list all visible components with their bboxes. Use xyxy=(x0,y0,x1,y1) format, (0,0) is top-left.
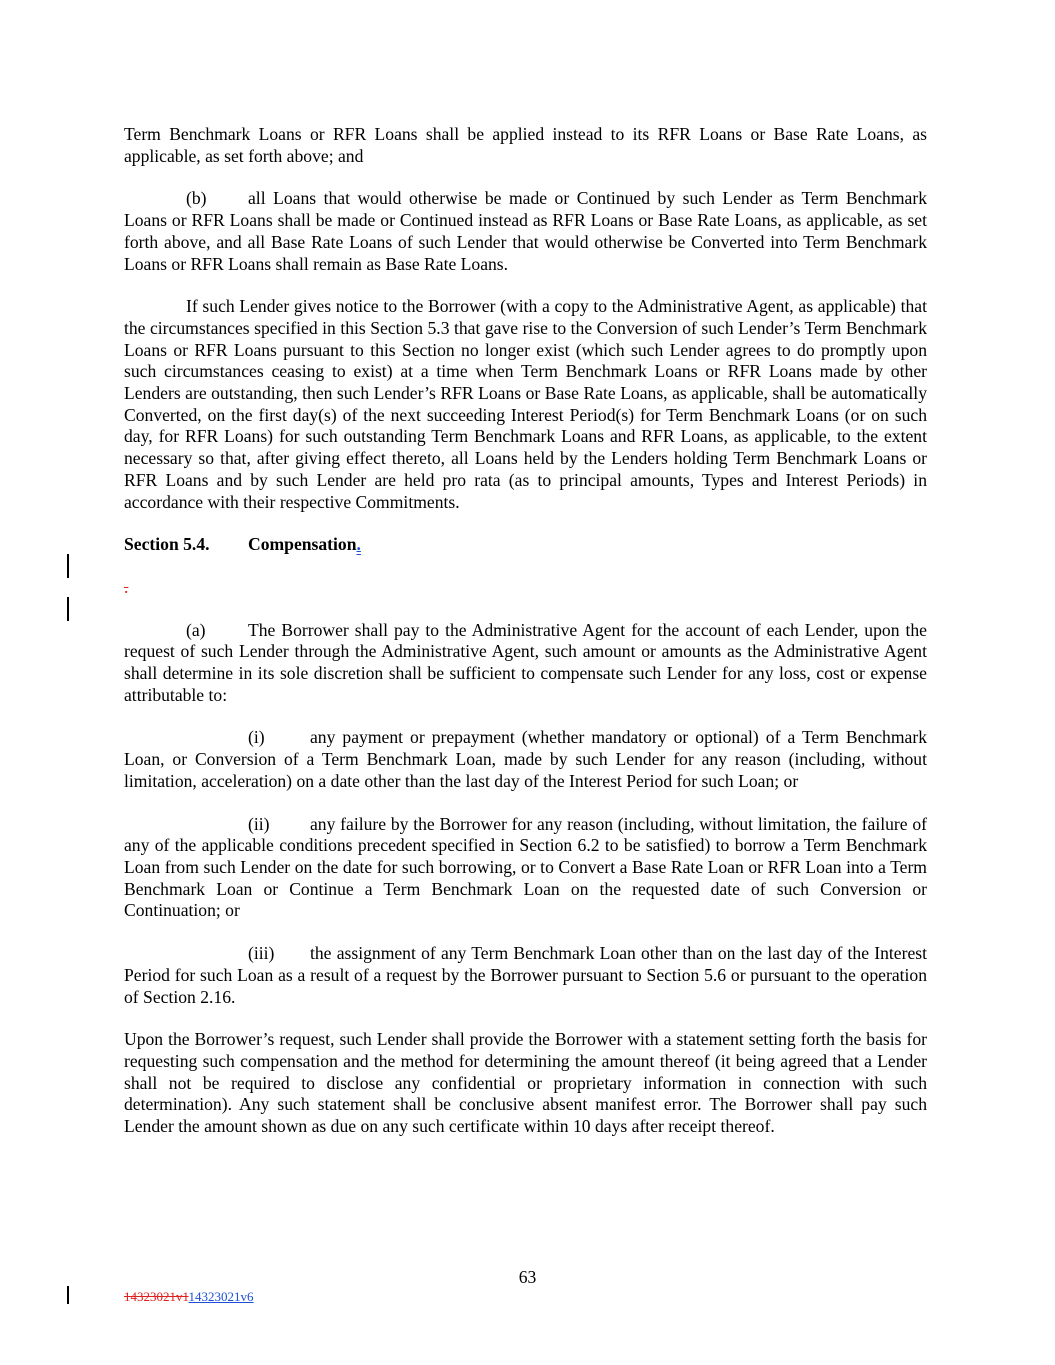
subclause-text: the assignment of any Term Benchmark Loan other than on the last day of the Interest Period for such Loan as a result of a request by the Borrower pursuant to Section 5.6 or pursuant to the operation of Section 2.16. xyxy=(124,943,927,1007)
deleted-mark: . xyxy=(124,576,129,597)
page-number: 63 xyxy=(518,1267,537,1287)
subclause-label: (i) xyxy=(248,727,265,748)
clause-label: (b) xyxy=(186,188,207,209)
subclause-i xyxy=(124,727,927,792)
change-bar xyxy=(67,597,69,621)
clause-b xyxy=(124,188,927,275)
section-heading xyxy=(124,534,927,556)
clause-label: (a) xyxy=(186,619,206,640)
deleted-line xyxy=(124,577,927,599)
section-title: Compensation xyxy=(248,534,357,555)
document-id-new: 14323021v6 xyxy=(188,1289,254,1304)
subclause-text: any failure by the Borrower for any reason (including, without limitation, the failure of any of the applicable conditions precedent specified in Section 6.2 to be satisfied) to borrow a Term Benchmark Loan from such Lender on the date for such borrowing, or to Convert a Base Rate Loan or RFR Loan into a Term Benchmark Loan or Continue a Term Benchmark Loan on the requested date of such Conversion or Continuation; or xyxy=(124,813,927,921)
document-id xyxy=(124,1289,254,1305)
paragraph-continuation: Term Benchmark Loans or RFR Loans shall be applied instead to its RFR Loans or Base Rate Loans, as applicable, as set forth above; and xyxy=(124,124,927,166)
section-number: Section 5.4. xyxy=(124,534,210,555)
paragraph-notice: If such Lender gives notice to the Borrower (with a copy to the Administrative Agent, as applicable) that the circumstances specified in this Section 5.3 that gave rise to the Conversion of such Lender’s Term Benchmark Loans or RFR Loans pursuant to this Section no longer exist (which such Lender agrees to do promptly upon such circumstances ceasing to exist) at a time when Term Benchmark Loans or RFR Loans made by other Lenders are outstanding, then such Lender’s RFR Loans or Base Rate Loans, as applicable, shall be automatically Converted, on the first day(s) of the next succeeding Interest Period(s) for Term Benchmark Loans (or on such day, for RFR Loans) for such outstanding Term Benchmark Loans and RFR Loans, as applicable, to the extent necessary so that, after giving effect thereto, all Loans held by the Lenders holding Term Benchmark Loans or RFR Loans and by such Lender are held pro rata (as to principal amounts, Types and Interest Periods) in accordance with their respective Commitments. xyxy=(124,296,927,512)
paragraph-closing: Upon the Borrower’s request, such Lender shall provide the Borrower with a statement setting forth the basis for requesting such compensation and the method for determining the amount thereof (it being agreed that a Lender shall not be required to disclose any confidential or proprietary information in connection with such determination). Any such statement shall be conclusive absent manifest error. The Borrower shall pay such Lender the amount shown as due on any such certificate within 10 days after receipt thereof. xyxy=(124,1029,927,1137)
subclause-iii xyxy=(124,943,927,1008)
clause-a xyxy=(124,620,927,707)
subclause-text: any payment or prepayment (whether mandatory or optional) of a Term Benchmark Loan, or Conversion of a Term Benchmark Loan, made by such Lender for any reason (including, without limitation, acceleration) on a date other than the last day of the Interest Period for such Loan; or xyxy=(124,727,927,791)
subclause-label: (iii) xyxy=(248,943,275,964)
inserted-mark: . xyxy=(356,534,361,555)
change-bar xyxy=(67,554,69,578)
subclause-ii xyxy=(124,814,927,923)
document-id-old: 14323021v1 xyxy=(124,1289,189,1304)
clause-text: The Borrower shall pay to the Administrative Agent for the account of each Lender, upon the request of such Lender through the Administrative Agent, such amount or amounts as the Administrative Agent shall determine in its sole discretion shall be sufficient to compensate such Lender for any loss, cost or expense attributable to: xyxy=(124,619,927,705)
subclause-label: (ii) xyxy=(248,813,270,834)
page-body xyxy=(124,124,927,1138)
change-bar xyxy=(67,1286,69,1304)
clause-text: all Loans that would otherwise be made or Continued by such Lender as Term Benchmark Loans or RFR Loans shall be made or Continued instead as RFR Loans or Base Rate Loans, as applicable, as set forth above, and all Base Rate Loans of such Lender that would otherwise be Converted into Term Benchmark Loans or RFR Loans shall remain as Base Rate Loans. xyxy=(124,188,927,274)
